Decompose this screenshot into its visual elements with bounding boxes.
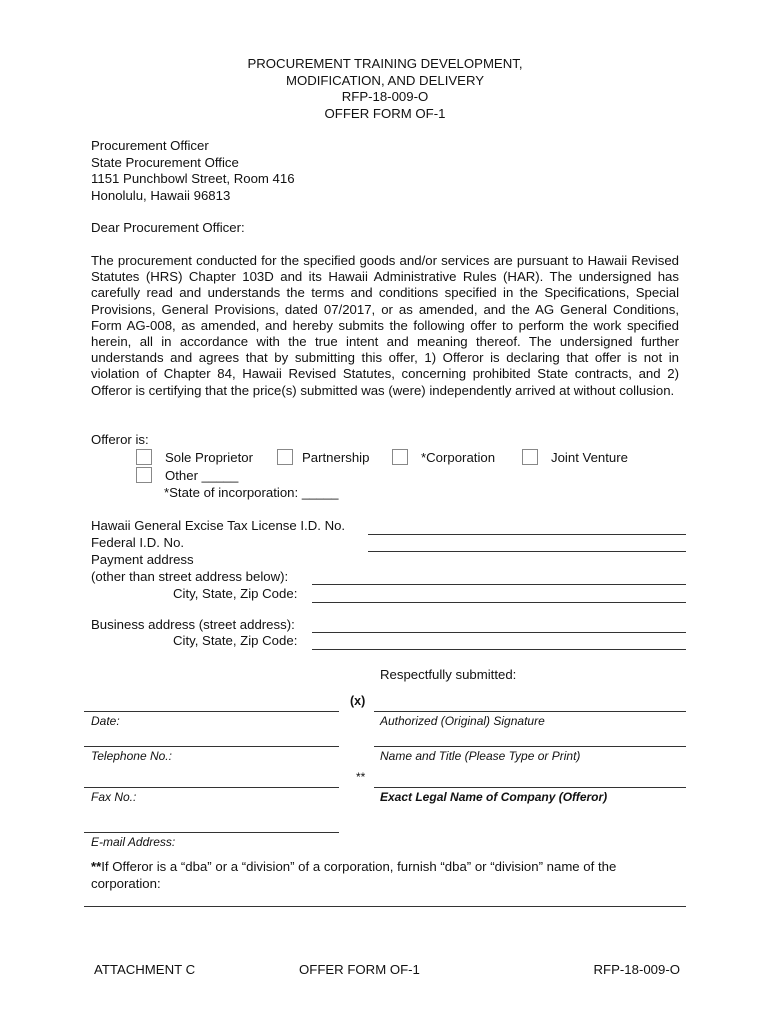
joint-venture-label: Joint Venture <box>551 450 628 465</box>
telephone-input-line[interactable] <box>84 746 339 747</box>
email-label: E-mail Address: <box>91 835 176 849</box>
header-title-line2: MODIFICATION, AND DELIVERY <box>285 72 485 88</box>
email-input-line[interactable] <box>84 832 339 833</box>
authorized-signature-label: Authorized (Original) Signature <box>380 714 545 728</box>
business-address-label: Business address (street address): <box>91 617 295 632</box>
name-title-label: Name and Title (Please Type or Print) <box>380 749 581 763</box>
fax-input-line[interactable] <box>84 787 339 788</box>
address-line1: Procurement Officer <box>91 138 209 153</box>
address-line4: Honolulu, Hawaii 96813 <box>91 187 231 203</box>
payment-city-input-line[interactable] <box>312 602 686 603</box>
signature-input-line[interactable] <box>374 711 686 712</box>
payment-address-input-line[interactable] <box>312 584 686 585</box>
payment-city-label: City, State, Zip Code: <box>173 586 298 601</box>
payment-address-note: (other than street address below): <box>91 569 289 584</box>
date-label: Date: <box>91 714 120 728</box>
address-line2: State Procurement Office <box>91 154 239 170</box>
offer-statement-paragraph: The procurement conducted for the specified goods and/or services are pursuant to Hawaii Revised Statutes (HRS) Chapter 103D and its Hawaii Administrative Rules (HAR). The undersigned has carefully read and understands the terms and conditions specified in the Specifications, Special Provisions, General Provisions, dated 07/2017, or as amended, and the AG General Conditions, Form AG-008, as amended, and hereby submits the following offer to perform the work specified herein, all in accordance with the true intent and meaning thereof. The undersigned further understands and agrees that by submitting this offer, 1) Offeror is declaring that offer is not in violation of Chapter 84, Hawaii Revised Statutes, concerning prohibited State contracts, and 2) Offeror is certifying that the price(s) submitted was (were) independently arrived at without collusion. <box>91 253 679 398</box>
corporation-checkbox[interactable] <box>392 449 408 465</box>
corporation-label: *Corporation <box>421 450 496 465</box>
tax-license-input-line[interactable] <box>368 534 686 535</box>
signature-x-mark: (x) <box>350 694 366 708</box>
business-address-input-line[interactable] <box>312 632 686 633</box>
fax-label: Fax No.: <box>91 790 137 804</box>
respectfully-submitted: Respectfully submitted: <box>380 667 517 682</box>
federal-id-label: Federal I.D. No. <box>91 535 185 550</box>
recipient-address <box>91 138 295 204</box>
sole-proprietor-label: Sole Proprietor <box>165 450 253 465</box>
legal-name-label: Exact Legal Name of Company (Offeror) <box>380 790 608 804</box>
address-line3: 1151 Punchbowl Street, Room 416 <box>91 171 295 187</box>
offeror-label: Offeror is: <box>91 432 149 447</box>
state-of-incorporation-label: *State of incorporation: _____ <box>164 485 339 500</box>
other-label: Other _____ <box>165 468 239 483</box>
business-city-label: City, State, Zip Code: <box>173 633 298 648</box>
payment-address-label: Payment address <box>91 552 194 567</box>
dba-note <box>91 859 661 892</box>
federal-id-input-line[interactable] <box>368 551 686 552</box>
header-title-line1: PROCUREMENT TRAINING DEVELOPMENT, <box>247 56 523 71</box>
dba-name-input-line[interactable] <box>84 906 686 907</box>
header-rfp-number: RFP-18-009-O <box>341 89 429 104</box>
partnership-label: Partnership <box>302 450 370 465</box>
footer-attachment: ATTACHMENT C <box>94 962 196 977</box>
footer-rfp-number: RFP-18-009-O <box>593 962 680 977</box>
header-form-name: OFFER FORM OF-1 <box>324 105 446 121</box>
legal-name-double-star: ** <box>356 770 366 784</box>
partnership-checkbox[interactable] <box>277 449 293 465</box>
name-title-input-line[interactable] <box>374 746 686 747</box>
dba-note-stars: ** <box>91 859 102 874</box>
document-header <box>0 56 770 122</box>
legal-name-input-line[interactable] <box>374 787 686 788</box>
joint-venture-checkbox[interactable] <box>522 449 538 465</box>
footer-form-name: OFFER FORM OF-1 <box>299 962 420 977</box>
tax-license-label: Hawaii General Excise Tax License I.D. No. <box>91 518 346 533</box>
date-input-line[interactable] <box>84 711 339 712</box>
other-checkbox[interactable] <box>136 467 152 483</box>
dba-note-text: If Offeror is a “dba” or a “division” of a corporation, furnish “dba” or “division” name of the corporation: <box>91 859 617 891</box>
greeting: Dear Procurement Officer: <box>91 220 245 235</box>
telephone-label: Telephone No.: <box>91 749 172 763</box>
sole-proprietor-checkbox[interactable] <box>136 449 152 465</box>
business-city-input-line[interactable] <box>312 649 686 650</box>
